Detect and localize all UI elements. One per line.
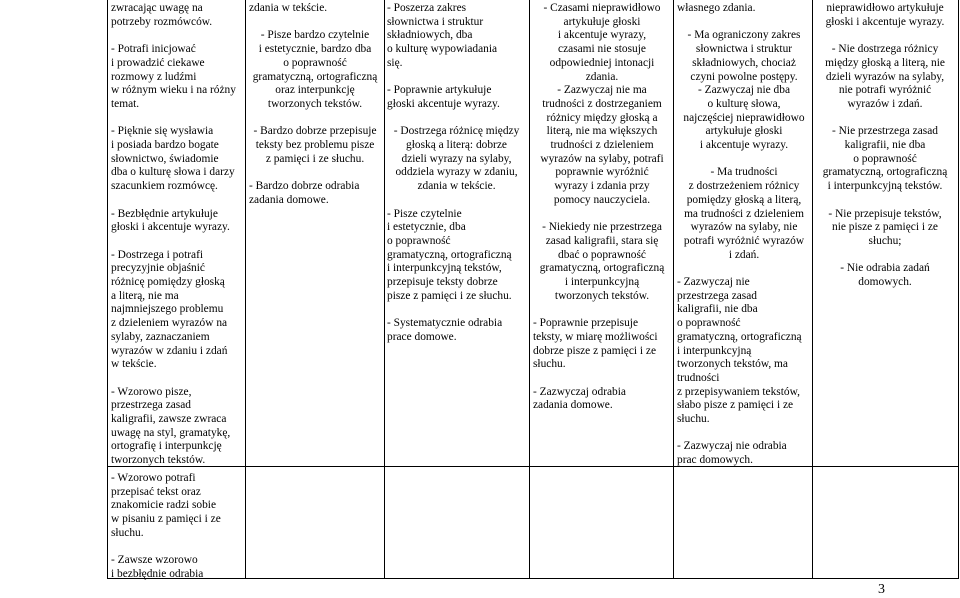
column-3-paragraph-5: - Systematycznie odrabia prace domowe. <box>387 317 503 343</box>
column-1-paragraph-1: zwracając uwagę na potrzeby rozmówców. <box>111 2 213 28</box>
column-1-paragraph-8: - Zawsze wzorowo i bezbłędnie odrabia <box>111 554 204 580</box>
column-divider-2 <box>384 0 385 579</box>
column-4-text <box>533 2 671 413</box>
column-5-text <box>677 2 811 468</box>
column-3-paragraph-1: - Poszerza zakres słownictwa i struktur składniowych, dba o kulturę wypowiadania się. <box>387 2 498 69</box>
column-1-paragraph-3: - Pięknie się wysławia i posiada bardzo bogate słownictwo, świadomie dba o kulturę słowa i darzy szacunkiem rozmówcę. <box>111 125 235 193</box>
column-divider-5 <box>812 0 813 579</box>
column-5-paragraph-5: - Zazwyczaj nie odrabia prac domowych. <box>677 440 787 467</box>
column-5-paragraph-2: - Ma ograniczony zakres słownictwa i struktur składniowych, chociaż czyni powolne postępy. - Zazwyczaj nie dba o kulturę słowa, najczęściej nieprawidłowo artykułuje głoski i akcentuje wyrazy. <box>683 29 805 152</box>
column-2-paragraph-2: - Pisze bardzo czytelnie i estetycznie, bardzo dba o poprawność gramatyczną, ortograficzną oraz interpunkcję tworzonych tekstów. <box>252 29 378 110</box>
column-1-paragraph-7: - Wzorowo potrafi przepisać tekst oraz znakomicie radzi sobie w pisaniu z pamięci i ze słuchu. <box>111 472 221 539</box>
column-6-paragraph-1: nieprawidłowo artykułuje głoski i akcentuje wyrazy. <box>825 2 945 28</box>
column-1-paragraph-2: - Potrafi inicjować i prowadzić ciekawe rozmowy z ludźmi w różnym wieku i na różny temat. <box>111 43 236 110</box>
page-number: 3 <box>878 582 885 597</box>
column-4-paragraph-1: - Czasami nieprawidłowo artykułuje głoski i akcentuje wyrazy, czasami nie stosuje odpowiedniej intonacji zdania. - Zazwyczaj nie ma trudności z dostrzeganiem różnicy między głoską a literą, nie ma większych trudności z dzieleniem wyrazów na sylaby, potrafi poprawnie wyróżnić wyrazy i zdania przy pomocy nauczyciela. <box>540 2 664 206</box>
column-4-paragraph-2: - Niekiedy nie przestrzega zasad kaligrafii, stara się dbać o poprawność gramatyczną, ortograficzną i interpunkcyjną tworzonych tekstów. <box>539 221 665 302</box>
column-1-paragraph-6: - Wzorowo pisze, przestrzega zasad kaligrafii, zawsze zwraca uwagę na styl, gramatykę, ortografię i interpunkcję tworzonych tekstów. <box>111 385 231 467</box>
column-1-text <box>111 2 243 468</box>
column-divider-3 <box>529 0 530 579</box>
table-border-left <box>107 0 108 579</box>
column-6-paragraph-4: - Nie przepisuje tekstów, nie pisze z pamięci i ze słuchu; <box>828 207 942 247</box>
column-1-paragraph-4: - Bezbłędnie artykułuje głoski i akcentuje wyrazy. <box>111 207 230 234</box>
column-2-paragraph-4: - Bardzo dobrze odrabia zadania domowe. <box>249 180 360 206</box>
column-5-paragraph-3: - Ma trudności z dostrzeżeniem różnicy pomiędzy głoską a literą, ma trudności z dzieleniem wyrazów na sylaby, nie potrafi wyróżnić wyrazów i zdań. <box>683 166 805 261</box>
column-divider-4 <box>673 0 674 579</box>
column-2-text <box>249 2 381 208</box>
column-3-text <box>387 2 526 345</box>
table-border-right <box>958 0 959 579</box>
column-4-paragraph-3: - Poprawnie przepisuje teksty, w miarę możliwości dobrze pisze z pamięci i ze słuchu. <box>533 317 658 371</box>
column-2-paragraph-1: zdania w tekście. <box>249 2 328 14</box>
column-4-paragraph-4: - Zazwyczaj odrabia zadania domowe. <box>533 385 626 412</box>
column-3-paragraph-3: - Dostrzega różnicę między głoską a literą: dobrze dzieli wyrazy na sylaby, oddziela wyrazy w zdaniu, zdania w tekście. <box>393 125 520 193</box>
column-2-paragraph-3: - Bardzo dobrze przepisuje teksty bez problemu pisze z pamięci i ze słuchu. <box>253 125 377 165</box>
column-5-paragraph-4: - Zazwyczaj nie przestrzega zasad kaligrafii, nie dba o poprawność gramatyczną, ortograficzną i interpunkcyjną tworzonych tekstów, ma trudności z przepisywaniem tekstów, słabo pisze z pamięci i ze słuchu. <box>677 276 802 426</box>
column-1-paragraph-5: - Dostrzega i potrafi precyzyjnie objaśnić różnicę pomiędzy głoską a literą, nie ma najmniejszego problemu z dzieleniem wyrazów na sylaby, zaznaczaniem wyrazów w zdaniu i zdań w tekście. <box>111 248 228 371</box>
column-divider-1 <box>245 0 246 579</box>
column-5-paragraph-1: własnego zdania. <box>677 2 756 14</box>
column-6-paragraph-2: - Nie dostrzega różnicy między głoską a literą, nie dzieli wyrazów na sylaby, nie potrafi wyróżnić wyrazów i zdań. <box>825 43 945 110</box>
column-6-paragraph-5: - Nie odrabia zadań domowych. <box>840 262 930 288</box>
column-1-text-lower <box>111 472 243 582</box>
column-6-paragraph-3: - Nie przestrzega zasad kaligrafii, nie dba o poprawność gramatyczną, ortograficzną i interpunkcyjną tekstów. <box>822 125 948 193</box>
column-3-paragraph-2: - Poprawnie artykułuje głoski akcentuje wyrazy. <box>387 84 500 110</box>
column-3-paragraph-4: - Pisze czytelnie i estetycznie, dba o poprawność gramatyczną, ortograficzną i interpunkcyjną tekstów, przepisuje teksty dobrze pisze z pamięci i ze słuchu. <box>387 207 512 302</box>
column-6-text <box>815 2 955 290</box>
